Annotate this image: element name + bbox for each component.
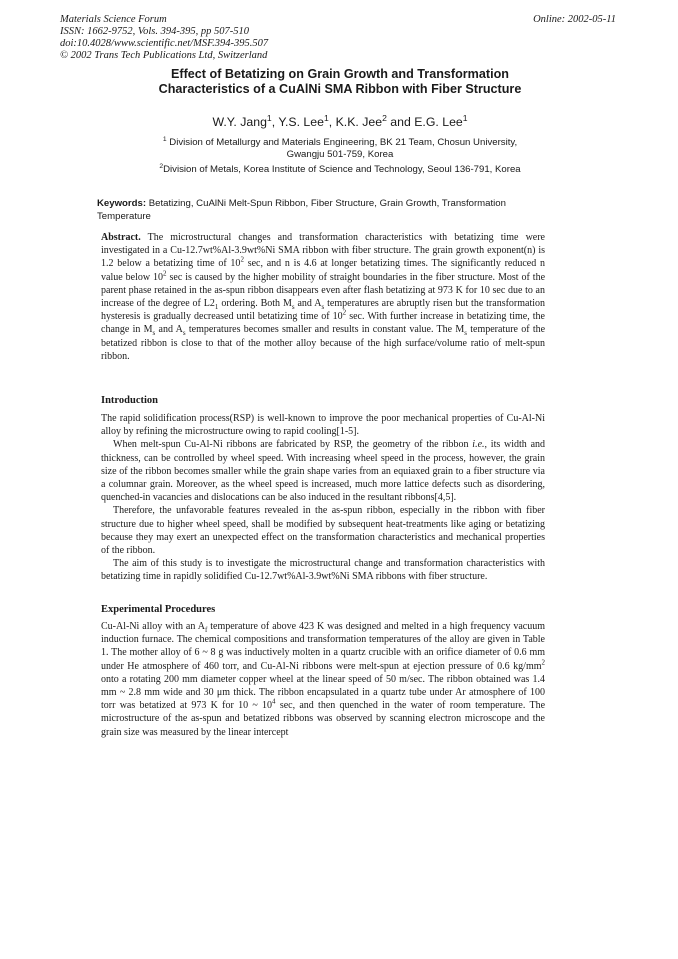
paragraph: The rapid solidification process(RSP) is well-known to improve the poor mechanical properties of Cu-Al-Ni alloy by refining the microstructure owing to rapid cooling[1-5].	[101, 413, 545, 438]
abstract-text: sec is caused by the higher mobility of straight boundaries in the fiber structure. Most of the parent phase retained in the as-spun ribbon disappears even after flash betatizing at 973 K for 10 sec due to an increase of the degree of L2	[101, 271, 546, 310]
paragraph-text: onto a rotating 200 mm diameter copper wheel at the linear speed of 50 m/sec. The ribbon obtained was 1.4 mm ~ 2.8 mm wide and 30 μm thick. The ribbon encapsulated in a quartz tube under Ar atmosphere of 100 torr was betatized at 973 K for 10 ~ 10	[101, 673, 545, 712]
paragraph: Therefore, the unfavorable features revealed in the as-spun ribbon, especially in the ribbon with fiber structure due to higher wheel speed, shall be modified by subsequent heat-treatments like aging or betatizing because they may exert an unexpected effect on the transformation characteristics and mechanical properties of the ribbon.	[101, 505, 545, 557]
doi-line[interactable]: doi:10.4028/www.scientific.net/MSF.394-395.507	[60, 38, 269, 49]
paragraph	[101, 438, 545, 504]
subscript: f	[204, 626, 208, 634]
superscript: 2	[163, 269, 167, 278]
title-line-1: Effect of Betatizing on Grain Growth and Transformation	[171, 67, 509, 81]
subscript: s	[464, 329, 467, 338]
paragraph: The aim of this study is to investigate the microstructural change and transformation characteristics with betatizing time in rapidly solidified Cu-12.7wt%Al-3.9wt%Ni SMA ribbons with fiber structure.	[101, 558, 545, 583]
superscript: 2	[342, 308, 347, 317]
author-3: K.K. Jee	[335, 115, 383, 129]
paragraph-text: sec, and then quenched in the water of room temperature. The microstructure of the as-spun and betatized ribbons was observed by scanning electron microscope and the grain size was measured by the linear intercept	[101, 700, 546, 738]
abstract-text: and A	[158, 324, 183, 336]
abstract	[101, 231, 545, 363]
paragraph-text: Cu-Al-Ni alloy with an A	[101, 621, 205, 632]
affiliation-2	[80, 164, 600, 176]
subscript: 1	[214, 303, 219, 312]
abstract-text: temperature of the betatized ribbon is close to that of the mother alloy because of the high surface/volume ratio of melt-spun ribbon.	[101, 324, 546, 362]
abstract-text: ordering. Both M	[221, 298, 292, 310]
abstract-text: sec. With further increase in betatizing time, the change in M	[101, 311, 545, 336]
introduction-heading: Introduction	[101, 395, 158, 406]
experimental-heading: Experimental Procedures	[101, 604, 216, 615]
keywords-label: Keywords:	[97, 198, 147, 209]
abstract-text: The microstructural changes and transformation characteristics with betatizing time were investigated in a Cu-12.7wt%Al-3.9wt%Ni SMA ribbon with fiber structure. The grain growth exponent(n) is 1.2 below a betatizing time of 10	[101, 232, 545, 270]
paragraph-text: temperature of above 423 K was designed and melted in a high frequency vacuum induction furnace. The chemical compositions and transformation temperatures of the alloy are given in Table 1. The mother alloy of 6 ~ 8 g was inductively molten in a quartz crucible with an orifice diameter of 0.6 mm under He atmosphere of 460 torr, and Cu-Al-Ni ribbons were melt-spun at ejection pressure of 0.6 kg/mm	[101, 621, 545, 672]
superscript: 4	[272, 697, 276, 706]
affiliation-1	[80, 137, 600, 161]
superscript: 2	[240, 256, 244, 265]
subscript: s	[291, 303, 295, 312]
author-list: W.Y. Jang$^1$, Y.S. Lee$^1$, K.K. Jee$^2$ and E.G. Lee$^1$	[212, 112, 468, 129]
abstract-text: temperatures becomes smaller and results in constant value. The M	[188, 324, 465, 336]
paragraph	[101, 620, 545, 739]
issn-line: ISSN: 1662-9752, Vols. 394-395, pp 507-510	[60, 26, 249, 37]
keywords	[97, 198, 543, 223]
journal-name: Materials Science Forum	[60, 14, 167, 25]
author-2-affil: 1	[323, 112, 329, 123]
subscript: s	[321, 303, 325, 312]
paragraph-text: , its width and thickness, can be controlled by wheel speed. With increasing wheel speed in the process, however, the grain size of the ribbon becomes smaller while the grain shape varies from an equiaxed grain to a fiber structure via a columnar grain. Moreover, as the wheel speed is increased, much more lattice defects such as disordering, quenched-in vacancies and dislocations can be also induced in the resultant ribbons[4,5].	[101, 439, 546, 504]
subscript: s	[152, 329, 156, 338]
online-date: Online: 2002-05-11	[533, 14, 616, 25]
italic-text: i.e.	[472, 439, 485, 451]
introduction-body	[101, 412, 545, 584]
paragraph-text: When melt-spun Cu-Al-Ni ribbons are fabricated by RSP, the geometry of the ribbon	[113, 439, 469, 451]
affiliation-1-marker: 1	[162, 135, 167, 143]
affiliation-2-line-1: Division of Metals, Korea Institute of Science and Technology, Seoul 136-791, Korea	[163, 164, 521, 175]
title-line-2: Characteristics of a CuAlNi SMA Ribbon with Fiber Structure	[158, 82, 522, 96]
superscript: 2	[541, 658, 545, 667]
author-4: and E.G. Lee	[390, 115, 463, 129]
author-4-affil: 1	[462, 112, 468, 123]
affiliation-1-line-2: Gwangju 501-759, Korea	[286, 149, 394, 160]
publication-header	[60, 14, 268, 62]
paper-title	[60, 67, 620, 97]
abstract-label: Abstract.	[101, 232, 141, 243]
author-1-affil: 1	[266, 112, 272, 123]
subscript: s	[182, 329, 186, 338]
affiliation-2-marker: 2	[159, 162, 164, 170]
abstract-text: sec, and n is 4.6 at longer betatizing times. The significantly reduced n value below 10	[101, 258, 545, 283]
experimental-body	[101, 620, 545, 739]
keywords-text: Betatizing, CuAlNi Melt-Spun Ribbon, Fiber Structure, Grain Growth, Transformation Temperature	[97, 198, 506, 222]
copyright-line: © 2002 Trans Tech Publications Ltd, Switzerland	[60, 50, 268, 61]
affiliation-1-line-1: Division of Metallurgy and Materials Engineering, BK 21 Team, Chosun University,	[169, 137, 518, 148]
author-3-affil: 2	[382, 112, 387, 123]
author-2: Y.S. Lee	[278, 115, 324, 129]
abstract-text: temperatures are abruptly risen but the transformation hysteresis is gradually decreased until betatizing time of 10	[101, 298, 546, 323]
abstract-text: and A	[297, 298, 322, 310]
author-1: W.Y. Jang	[212, 115, 267, 129]
